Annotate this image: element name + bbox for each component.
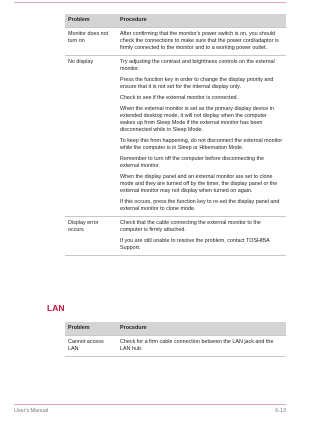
problem-cell: No display xyxy=(65,56,117,217)
footer-page-number: 6-13 xyxy=(275,408,286,414)
procedure-paragraph: Check to see if the external monitor is connected. xyxy=(120,95,239,101)
procedure-cell xyxy=(117,28,286,56)
table-row xyxy=(65,56,286,217)
table-header-row xyxy=(65,14,286,28)
table-header-row xyxy=(65,322,286,336)
procedure-paragraph: Remember to turn off the computer before disconnecting the external monitor. xyxy=(120,156,265,169)
procedure-paragraph: To keep this from happening, do not disconnect the external monitor while the computer is in Sleep or Hibernation Mode. xyxy=(120,138,283,151)
footer-manual-title: User's Manual xyxy=(14,408,49,414)
column-header-procedure: Procedure xyxy=(117,14,286,28)
top-rule xyxy=(14,2,286,3)
troubleshooting-table-display xyxy=(65,14,286,256)
problem-cell: Monitor does not turn on xyxy=(65,28,117,56)
procedure-paragraph: Press the function key in order to change the display priority and ensure that it is not set for the internal display only. xyxy=(120,77,274,90)
table-row xyxy=(65,217,286,256)
section-heading-lan: LAN xyxy=(47,303,65,313)
procedure-paragraph: Try adjusting the contrast and brightness controls on the external monitor. xyxy=(120,59,275,72)
procedure-cell xyxy=(117,336,286,357)
procedure-paragraph: After confirming that the monitor's power switch is on, you should check the connections to make sure that the power cord/adaptor is firmly connected to the monitor and to a working power outlet. xyxy=(120,31,279,51)
procedure-paragraph: Check that the cable connecting the external monitor to the computer is firmly attached. xyxy=(120,220,261,233)
column-header-procedure: Procedure xyxy=(117,322,286,336)
procedure-paragraph: When the external monitor is set as the primary display device in extended desktop mode, it will not display when the computer wakes up from Sleep Mode if the external monitor has been disconnected while in Sleep Mode. xyxy=(120,106,275,133)
table-row xyxy=(65,28,286,56)
procedure-cell xyxy=(117,217,286,256)
table-row xyxy=(65,336,286,357)
problem-cell: Display error occurs xyxy=(65,217,117,256)
column-header-problem: Problem xyxy=(65,14,117,28)
column-header-problem: Problem xyxy=(65,322,117,336)
problem-cell: Cannot access LAN xyxy=(65,336,117,357)
procedure-paragraph: When the display panel and an external monitor are set to clone mode and they are turned off by the timer, the display panel or the external monitor may not display when turned on again. xyxy=(120,174,278,194)
troubleshooting-table-lan xyxy=(65,322,286,357)
procedure-paragraph: If this occurs, press the function key to re-set the display panel and external monitor to clone mode. xyxy=(120,199,280,212)
bottom-rule xyxy=(14,404,286,405)
procedure-paragraph: If you are still unable to resolve the problem, contact TOSHIBA Support. xyxy=(120,238,270,251)
procedure-paragraph: Check for a firm cable connection between the LAN jack and the LAN hub. xyxy=(120,339,274,352)
procedure-cell xyxy=(117,56,286,217)
